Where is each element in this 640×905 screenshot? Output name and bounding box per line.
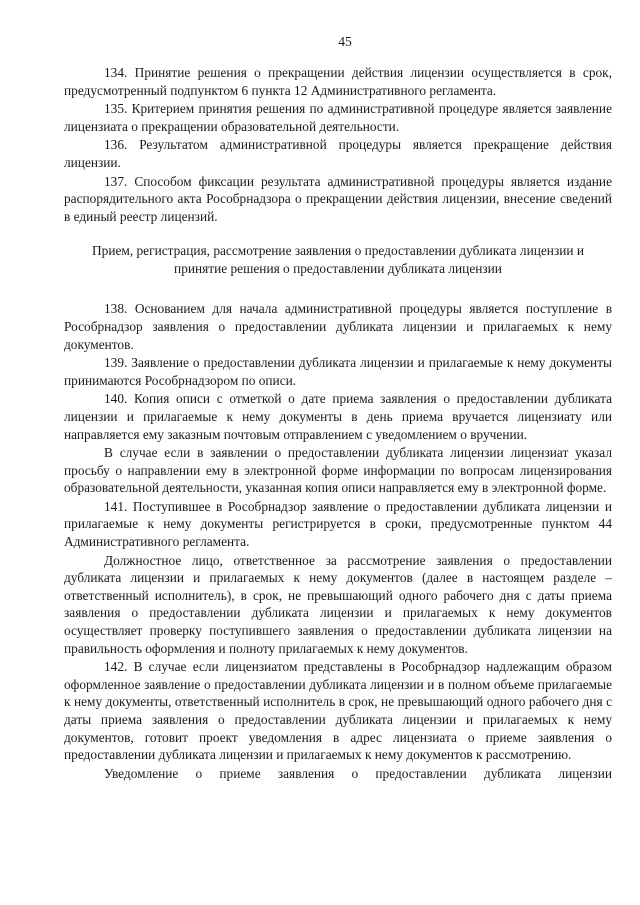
paragraph-139: 139. Заявление о предоставлении дубликата лицензии и прилагаемые к нему документы принимаются Рособрнадзором по описи. (64, 355, 612, 388)
section-heading: Прием, регистрация, рассмотрение заявления о предоставлении дубликата лицензии и принятие решения о предоставлении дубликата лицензии (92, 243, 584, 277)
paragraph-136: 136. Результатом административной процедуры является прекращение действия лицензии. (64, 137, 612, 170)
paragraph-135: 135. Критерием принятия решения по административной процедуре является заявление лицензиата о прекращении образовательной деятельности. (64, 101, 612, 134)
paragraph-140: 140. Копия описи с отметкой о дате приема заявления о предоставлении дубликата лицензии и прилагаемые к нему документы в день приема вручается лицензиату или направляется ему заказным почтовым отправлением с уведомлением о вручении. (64, 391, 612, 442)
page-number: 45 (338, 34, 352, 49)
paragraph-140-electronic: В случае если в заявлении о предоставлении дубликата лицензии лицензиат указал просьбу о направлении ему в электронной форме информации по вопросам лицензирования образовательной деятельности, указанная копия описи направляется ему в электронной форме. (64, 445, 612, 496)
paragraph-notification: Уведомление о приеме заявления о предоставлении дубликата лицензии (104, 765, 612, 781)
paragraph-134: 134. Принятие решения о прекращении действия лицензии осуществляется в срок, предусмотренный подпунктом 6 пункта 12 Административного регламента. (64, 65, 612, 98)
paragraph-142: 142. В случае если лицензиатом представлены в Рособрнадзор надлежащим образом оформленное заявление о предоставлении дубликата лицензии и в полном объеме прилагаемые к нему документы, ответственный исполнитель в срок, не превышающий одного рабочего дня с даты приема заявления о предоставлении дубликата лицензии и прилагаемых к нему документов, готовит проект уведомления в адрес лицензиата о приеме заявления о предоставлении дубликата лицензии и прилагаемых к нему документов к рассмотрению. (64, 659, 612, 763)
paragraph-141: 141. Поступившее в Рособрнадзор заявление о предоставлении дубликата лицензии и прилагаемые к нему документы регистрируется в сроки, предусмотренные пунктом 44 Административного регламента. (64, 498, 612, 550)
paragraph-138: 138. Основанием для начала административной процедуры является поступление в Рособрнадзор заявления о предоставлении дубликата лицензии и прилагаемых к нему документов. (64, 301, 612, 352)
paragraph-141-responsible: Должностное лицо, ответственное за рассмотрение заявления о предоставлении дубликата лицензии и прилагаемых к нему документов (далее в настоящем разделе – ответственный исполнитель), в срок, не превышающий одного рабочего дня с даты приема заявления о предоставлении дубликата лицензии и прилагаемых к нему документов осуществляет проверку поступившего заявления о предоставлении дубликата лицензии на правильность оформления и полноту прилагаемых к нему документов. (64, 552, 612, 656)
paragraph-137: 137. Способом фиксации результата административной процедуры является издание распорядительного акта Рособрнадзора о прекращении действия лицензии, внесение сведений в единый реестр лицензий. (64, 173, 612, 224)
